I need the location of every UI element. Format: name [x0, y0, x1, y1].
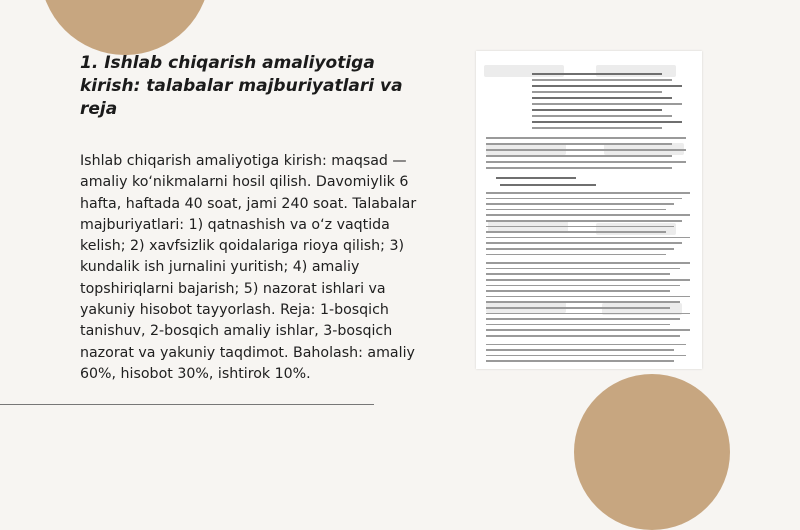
document-text-line	[486, 313, 690, 315]
document-text-line	[486, 344, 686, 346]
document-text-line	[532, 79, 672, 81]
document-text-line	[486, 231, 666, 233]
document-text-line	[486, 324, 670, 326]
document-text-line	[486, 254, 666, 256]
document-text-line	[486, 301, 680, 303]
document-text-line	[532, 73, 662, 75]
document-text-line	[486, 242, 682, 244]
document-text-line	[486, 360, 674, 362]
document-text-line	[532, 115, 672, 117]
document-text-line	[486, 335, 680, 337]
document-text-line	[486, 237, 690, 239]
document-text-line	[486, 349, 674, 351]
document-text-line	[496, 177, 576, 179]
document-text-line	[486, 285, 680, 287]
document-text-line	[486, 220, 682, 222]
document-text-line	[486, 209, 666, 211]
document-text-line	[486, 214, 690, 216]
watermark-icon	[484, 65, 564, 77]
document-text-line	[486, 155, 672, 157]
document-text-line	[486, 273, 670, 275]
document-text-line	[486, 149, 686, 151]
document-text-line	[486, 262, 690, 264]
slide-title: 1. Ishlab chiqarish amaliyotiga kirish: talabalar majburiyatlari va reja	[80, 53, 403, 119]
document-text-line	[486, 290, 670, 292]
document-text-line	[532, 127, 662, 129]
slide-body-text: Ishlab chiqarish amaliyotiga kirish: maqsad — amaliy ko‘nikmalarni hosil qilish. Davomiylik 6 hafta, haftada 40 soat, jami 240 soat. Talabalar majburiyatlari: 1) qatnashish va o‘z vaqtida kelish; 2) xavfsizlik qoidalariga rioya qilish; 3) kundalik ish jurnalini yuritish; 4) amaliy topshiriqlarni bajarish; 5) nazorat ishlari va yakuniy hisobot tayyorlash. Reja: 1-bosqich tanishuv, 2-bosqich amaliy ishlar, 3-bosqich nazorat va yakuniy taqdimot. Baholash: amaliy 60%, hisobot 30%, ishtirok 10%.	[80, 153, 417, 382]
document-text-line	[532, 97, 672, 99]
document-text-line	[486, 143, 672, 145]
document-text-line	[486, 279, 690, 281]
document-text-line	[486, 329, 690, 331]
document-text-line	[532, 91, 662, 93]
document-text-line	[486, 192, 690, 194]
document-text-line	[532, 121, 682, 123]
document-text-line	[486, 307, 670, 309]
document-text-line	[486, 355, 686, 357]
document-text-line	[486, 161, 686, 163]
document-text-line	[532, 109, 662, 111]
document-text-line	[486, 248, 674, 250]
document-text-line	[532, 85, 682, 87]
watermark-icon	[596, 65, 676, 77]
document-text-line	[500, 184, 596, 186]
document-text-line	[486, 198, 682, 200]
decorative-circle-bottom	[574, 374, 730, 530]
document-text-line	[486, 318, 680, 320]
divider-line	[0, 404, 374, 405]
document-text-line	[486, 226, 674, 228]
document-text-line	[486, 167, 672, 169]
document-text-line	[486, 268, 680, 270]
document-text-line	[486, 203, 674, 205]
decorative-circle-top	[40, 0, 210, 55]
document-text-line	[486, 296, 690, 298]
document-thumbnail	[476, 51, 702, 369]
document-text-line	[532, 103, 682, 105]
document-text-line	[486, 137, 686, 139]
